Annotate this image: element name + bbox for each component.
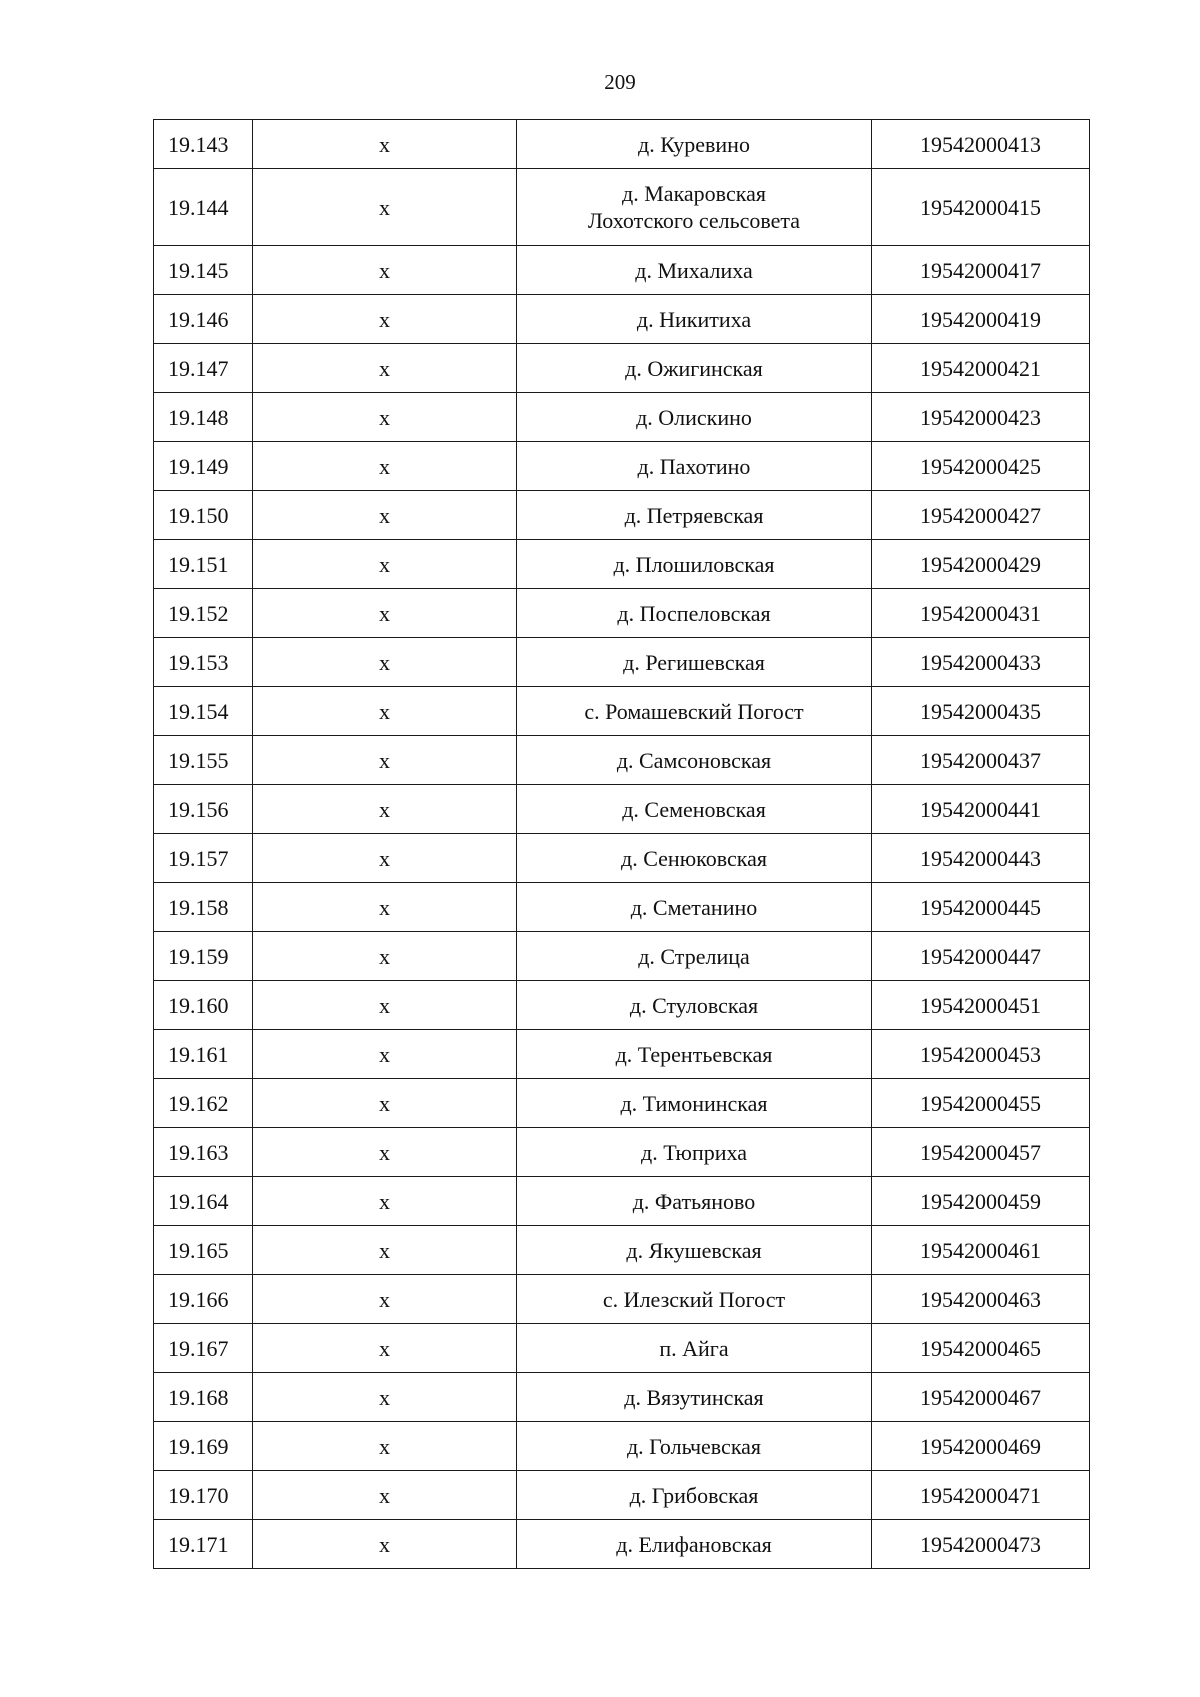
oktmo-code: 19542000433 [872, 638, 1090, 687]
row-mark: x [253, 1079, 517, 1128]
settlement-name-line: д. Поспеловская [617, 600, 771, 626]
oktmo-code: 19542000415 [872, 169, 1090, 246]
row-mark: x [253, 491, 517, 540]
settlement-name-line: д. Семеновская [622, 796, 766, 822]
settlement-name-line: д. Сенюковская [621, 845, 767, 871]
oktmo-code: 19542000423 [872, 393, 1090, 442]
settlement-name-line: д. Макаровская [622, 181, 766, 206]
oktmo-code: 19542000463 [872, 1275, 1090, 1324]
table-row [154, 687, 1090, 736]
settlement-name [517, 344, 872, 393]
row-number: 19.167 [154, 1324, 253, 1373]
settlement-name-line: д. Стрелица [638, 943, 750, 969]
settlement-name [517, 393, 872, 442]
oktmo-code: 19542000465 [872, 1324, 1090, 1373]
table-row [154, 169, 1090, 246]
settlement-name-line: д. Тимонинская [620, 1090, 768, 1116]
settlement-name [517, 169, 872, 246]
oktmo-code: 19542000453 [872, 1030, 1090, 1079]
table-row [154, 785, 1090, 834]
table-row [154, 883, 1090, 932]
row-mark: x [253, 1177, 517, 1226]
row-number: 19.163 [154, 1128, 253, 1177]
settlement-name [517, 491, 872, 540]
settlement-name [517, 1324, 872, 1373]
row-mark: x [253, 393, 517, 442]
row-number: 19.148 [154, 393, 253, 442]
oktmo-code: 19542000421 [872, 344, 1090, 393]
row-mark: x [253, 246, 517, 295]
table-row [154, 981, 1090, 1030]
table-row [154, 1422, 1090, 1471]
row-mark: x [253, 1373, 517, 1422]
row-number: 19.156 [154, 785, 253, 834]
settlement-name-line: д. Гольчевская [626, 1433, 762, 1459]
oktmo-code: 19542000447 [872, 932, 1090, 981]
oktmo-code: 19542000413 [872, 120, 1090, 169]
table-row [154, 393, 1090, 442]
row-number: 19.146 [154, 295, 253, 344]
row-mark: x [253, 1030, 517, 1079]
settlement-name [517, 1030, 872, 1079]
settlement-name-line: д. Пахотино [637, 453, 751, 479]
settlement-name [517, 1520, 872, 1569]
row-mark: x [253, 687, 517, 736]
row-number: 19.169 [154, 1422, 253, 1471]
settlement-name-line: д. Регишевская [623, 649, 765, 675]
settlement-name [517, 442, 872, 491]
row-number: 19.143 [154, 120, 253, 169]
oktmo-code: 19542000437 [872, 736, 1090, 785]
table-row [154, 491, 1090, 540]
oktmo-code: 19542000417 [872, 246, 1090, 295]
settlement-name [517, 1128, 872, 1177]
table-row [154, 834, 1090, 883]
settlement-name [517, 589, 872, 638]
row-number: 19.165 [154, 1226, 253, 1275]
oktmo-code: 19542000459 [872, 1177, 1090, 1226]
settlement-name [517, 1177, 872, 1226]
row-mark: x [253, 1324, 517, 1373]
row-mark: x [253, 344, 517, 393]
settlement-name [517, 785, 872, 834]
row-number: 19.150 [154, 491, 253, 540]
table-row [154, 344, 1090, 393]
oktmo-code: 19542000427 [872, 491, 1090, 540]
settlement-name [517, 932, 872, 981]
oktmo-code: 19542000455 [872, 1079, 1090, 1128]
table-row [154, 589, 1090, 638]
row-mark: x [253, 834, 517, 883]
row-number: 19.168 [154, 1373, 253, 1422]
settlement-name-line: с. Илезский Погост [602, 1286, 786, 1312]
settlement-name [517, 736, 872, 785]
row-mark: x [253, 981, 517, 1030]
table-row [154, 638, 1090, 687]
page-number: 209 [604, 70, 636, 94]
row-number: 19.166 [154, 1275, 253, 1324]
settlement-name-line: д. Стуловская [629, 992, 759, 1018]
settlement-name-line: д. Елифановская [616, 1531, 772, 1557]
settlement-name [517, 120, 872, 169]
row-mark: x [253, 169, 517, 246]
oktmo-code: 19542000445 [872, 883, 1090, 932]
row-number: 19.153 [154, 638, 253, 687]
oktmo-code: 19542000429 [872, 540, 1090, 589]
row-number: 19.159 [154, 932, 253, 981]
row-number: 19.152 [154, 589, 253, 638]
settlement-name-line: д. Тюприха [641, 1139, 747, 1165]
table-row [154, 932, 1090, 981]
table-row [154, 540, 1090, 589]
oktmo-code: 19542000431 [872, 589, 1090, 638]
table-row [154, 246, 1090, 295]
settlement-name-line: д. Вязутинская [624, 1384, 764, 1410]
row-mark: x [253, 295, 517, 344]
settlement-name [517, 1275, 872, 1324]
row-number: 19.144 [154, 169, 253, 246]
settlement-name-line: д. Грибовская [629, 1482, 759, 1508]
table-row [154, 1471, 1090, 1520]
settlement-name [517, 540, 872, 589]
table-row [154, 1275, 1090, 1324]
table-row [154, 736, 1090, 785]
settlement-name-line: п. Айга [659, 1335, 729, 1361]
row-mark: x [253, 883, 517, 932]
settlement-name [517, 1226, 872, 1275]
row-number: 19.149 [154, 442, 253, 491]
table-row [154, 1373, 1090, 1422]
settlement-name-line: д. Олискино [636, 404, 752, 430]
row-mark: x [253, 1226, 517, 1275]
table-row [154, 1177, 1090, 1226]
oktmo-code: 19542000469 [872, 1422, 1090, 1471]
settlement-name [517, 1079, 872, 1128]
oktmo-code: 19542000441 [872, 785, 1090, 834]
settlement-name-line: д. Самсоновская [616, 747, 772, 773]
row-mark: x [253, 932, 517, 981]
settlement-name [517, 295, 872, 344]
table-row [154, 120, 1090, 169]
settlement-name [517, 981, 872, 1030]
row-number: 19.171 [154, 1520, 253, 1569]
row-mark: x [253, 1471, 517, 1520]
settlement-name-line: д. Якушевская [626, 1237, 762, 1263]
row-mark: x [253, 1422, 517, 1471]
row-mark: x [253, 1275, 517, 1324]
row-number: 19.158 [154, 883, 253, 932]
settlement-name [517, 883, 872, 932]
row-number: 19.157 [154, 834, 253, 883]
row-number: 19.161 [154, 1030, 253, 1079]
settlement-name [517, 1373, 872, 1422]
row-number: 19.162 [154, 1079, 253, 1128]
settlement-name-line: д. Никитиха [636, 306, 752, 332]
row-mark: x [253, 1128, 517, 1177]
settlement-name-line: д. Ожигинская [625, 355, 763, 381]
oktmo-code: 19542000461 [872, 1226, 1090, 1275]
table-row [154, 295, 1090, 344]
settlement-name-line: д. Терентьевская [615, 1041, 773, 1067]
settlement-name [517, 638, 872, 687]
oktmo-code: 19542000425 [872, 442, 1090, 491]
settlement-name-line: Лохотского сельсовета [587, 208, 801, 233]
row-mark: x [253, 589, 517, 638]
table-row [154, 1079, 1090, 1128]
oktmo-code: 19542000473 [872, 1520, 1090, 1569]
settlements-table [153, 119, 1090, 1569]
oktmo-code: 19542000451 [872, 981, 1090, 1030]
table-body [154, 120, 1090, 1569]
settlement-name [517, 1471, 872, 1520]
row-number: 19.155 [154, 736, 253, 785]
row-number: 19.147 [154, 344, 253, 393]
row-mark: x [253, 540, 517, 589]
table-row [154, 1128, 1090, 1177]
table-row [154, 442, 1090, 491]
oktmo-code: 19542000467 [872, 1373, 1090, 1422]
table-row [154, 1226, 1090, 1275]
oktmo-code: 19542000471 [872, 1471, 1090, 1520]
settlement-name [517, 834, 872, 883]
settlement-name-line: с. Ромашевский Погост [584, 698, 804, 724]
settlement-name [517, 246, 872, 295]
settlement-name-line: д. Фатьяново [632, 1188, 756, 1214]
settlement-name-line: д. Петряевская [624, 502, 764, 528]
oktmo-code: 19542000435 [872, 687, 1090, 736]
row-number: 19.154 [154, 687, 253, 736]
row-number: 19.170 [154, 1471, 253, 1520]
row-number: 19.151 [154, 540, 253, 589]
oktmo-code: 19542000419 [872, 295, 1090, 344]
row-mark: x [253, 638, 517, 687]
settlement-name-line: д. Михалиха [635, 257, 753, 283]
oktmo-code: 19542000443 [872, 834, 1090, 883]
row-number: 19.145 [154, 246, 253, 295]
table-row [154, 1520, 1090, 1569]
row-mark: x [253, 736, 517, 785]
table-row [154, 1324, 1090, 1373]
row-mark: x [253, 1520, 517, 1569]
row-mark: x [253, 442, 517, 491]
oktmo-code: 19542000457 [872, 1128, 1090, 1177]
settlement-name-line: д. Куревино [638, 131, 750, 157]
settlement-name-line: д. Сметанино [630, 894, 758, 920]
row-mark: x [253, 785, 517, 834]
row-mark: x [253, 120, 517, 169]
settlement-name [517, 687, 872, 736]
settlement-name [517, 1422, 872, 1471]
row-number: 19.164 [154, 1177, 253, 1226]
row-number: 19.160 [154, 981, 253, 1030]
settlement-name-line: д. Плошиловская [613, 551, 775, 577]
table-row [154, 1030, 1090, 1079]
